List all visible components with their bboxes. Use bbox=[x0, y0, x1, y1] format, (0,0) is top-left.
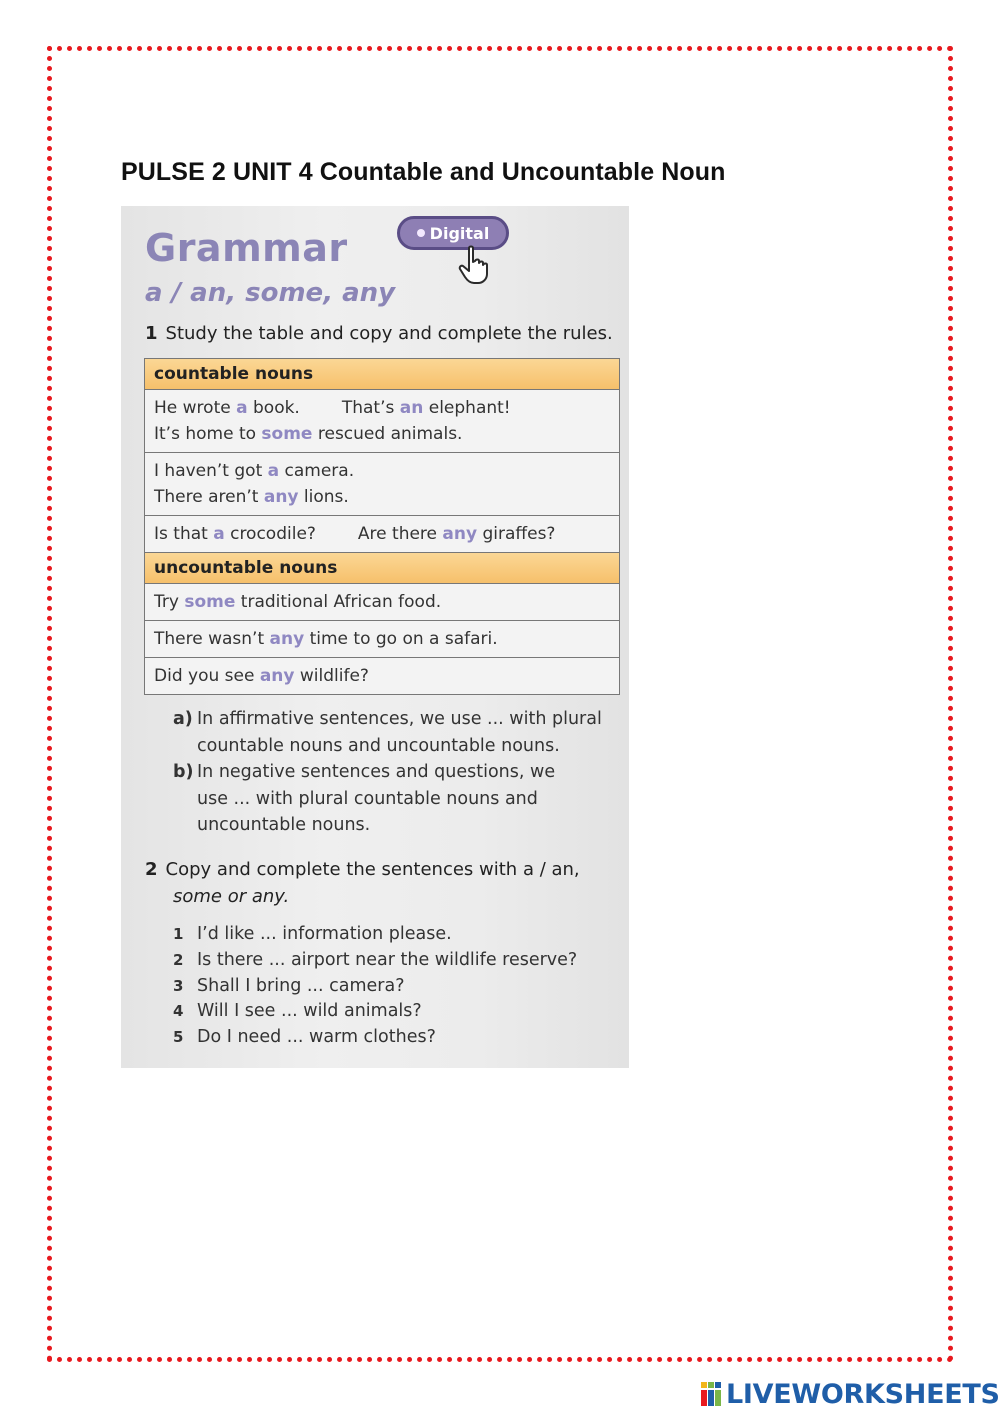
sentence-text: There aren’t bbox=[154, 487, 264, 507]
rule-item bbox=[173, 759, 623, 839]
exercise-2-item-text: I’d like ... information please. bbox=[197, 924, 452, 944]
rule-text-line: countable nouns and uncountable nouns. bbox=[197, 735, 560, 756]
liveworksheets-logo-text: LIVEWORKSHEETS bbox=[726, 1378, 1000, 1410]
example-sentence-line bbox=[154, 395, 610, 421]
rules-list bbox=[173, 706, 623, 839]
highlighted-determiner: some bbox=[261, 424, 313, 444]
sentence-text: elephant! bbox=[423, 398, 511, 418]
sentence-text: That’s bbox=[341, 398, 400, 418]
rule-text-line: In affirmative sentences, we use ... with plural bbox=[197, 709, 602, 729]
rule-letter: a) bbox=[173, 709, 193, 729]
exercise-2-instruction bbox=[145, 856, 580, 910]
rule-text-line: uncountable nouns. bbox=[197, 815, 371, 835]
highlighted-determiner: a bbox=[213, 524, 225, 544]
highlighted-determiner: a bbox=[236, 398, 248, 418]
exercise-1-number: 1 bbox=[145, 323, 158, 344]
sentence-text: Are there bbox=[357, 524, 443, 544]
grammar-heading: Grammar bbox=[145, 226, 348, 270]
example-sentence-line bbox=[154, 626, 610, 652]
sentence-text: I haven’t got bbox=[154, 461, 268, 481]
exercise-2-items bbox=[173, 922, 577, 1051]
exercise-2-item-text: Shall I bring ... camera? bbox=[197, 975, 405, 996]
sentence-text: lions. bbox=[298, 487, 349, 507]
exercise-2-item-number: 4 bbox=[173, 1002, 184, 1021]
highlighted-determiner: any bbox=[442, 524, 478, 544]
highlighted-determiner: any bbox=[263, 487, 299, 507]
exercise-2-item-number: 3 bbox=[173, 976, 184, 995]
exercise-2-item bbox=[173, 974, 577, 1000]
exercise-2-item bbox=[173, 1025, 577, 1051]
countable-row bbox=[145, 453, 619, 516]
countable-row bbox=[145, 390, 619, 453]
highlighted-determiner: some bbox=[184, 592, 236, 612]
rule-letter: b) bbox=[173, 762, 194, 782]
sentence-text: Did you see bbox=[154, 666, 260, 686]
example-sentence-line bbox=[154, 421, 610, 447]
liveworksheets-logo-icon bbox=[700, 1381, 722, 1407]
exercise-2-number: 2 bbox=[145, 859, 158, 880]
example-sentence-line bbox=[154, 484, 610, 510]
badge-dot-icon bbox=[417, 229, 425, 237]
sentence-text: giraffes? bbox=[477, 524, 556, 544]
liveworksheets-logo[interactable] bbox=[700, 1376, 1000, 1412]
sentence-text: time to go on a safari. bbox=[304, 629, 498, 649]
sentence-text: It’s home to bbox=[154, 424, 262, 444]
exercise-2-item bbox=[173, 948, 577, 974]
sentence-text: traditional African food. bbox=[235, 592, 442, 612]
sentence-text: He wrote bbox=[154, 398, 237, 418]
rule-text-line: use ... with plural countable nouns and bbox=[197, 788, 538, 809]
uncountable-nouns-header: uncountable nouns bbox=[145, 552, 619, 584]
exercise-2-item bbox=[173, 922, 577, 948]
uncountable-rows bbox=[145, 584, 619, 694]
textbook-scan bbox=[121, 206, 629, 1068]
page-title: PULSE 2 UNIT 4 Countable and Uncountable Noun bbox=[121, 158, 726, 186]
highlighted-determiner: an bbox=[399, 398, 424, 418]
highlighted-determiner: a bbox=[267, 461, 280, 481]
sentence-text: wildlife? bbox=[294, 666, 369, 686]
sentence-text: There wasn’t bbox=[154, 629, 270, 649]
exercise-2-item-text: Will I see ... wild animals? bbox=[197, 1001, 422, 1022]
countable-rows bbox=[145, 390, 619, 552]
exercise-2-item-number: 5 bbox=[173, 1028, 184, 1047]
example-sentence-line bbox=[154, 589, 610, 615]
example-sentence-line bbox=[154, 458, 610, 484]
sentence-text: Is that bbox=[154, 524, 214, 544]
digital-badge-label: Digital bbox=[429, 223, 490, 243]
exercise-2-text-line2: some or any. bbox=[173, 886, 290, 907]
countable-nouns-header: countable nouns bbox=[145, 359, 619, 390]
countable-row bbox=[145, 516, 619, 552]
pointing-hand-icon bbox=[455, 244, 497, 286]
sentence-text: rescued animals. bbox=[312, 424, 463, 444]
highlighted-determiner: any bbox=[269, 629, 305, 649]
uncountable-row bbox=[145, 584, 619, 621]
sentence-text: crocodile? bbox=[224, 524, 316, 544]
grammar-subheading: a / an, some, any bbox=[145, 278, 396, 308]
sentence-text: Try bbox=[154, 592, 185, 612]
exercise-1-instruction bbox=[145, 320, 613, 347]
exercise-2-item-text: Is there ... airport near the wildlife reserve? bbox=[197, 949, 578, 970]
exercise-1-text: Study the table and copy and complete the rules. bbox=[165, 323, 613, 344]
sentence-text: book. bbox=[247, 398, 300, 418]
uncountable-row bbox=[145, 658, 619, 694]
example-sentence-line bbox=[154, 521, 610, 547]
exercise-2-item bbox=[173, 999, 577, 1025]
exercise-2-item-number: 2 bbox=[173, 950, 184, 969]
exercise-2-item-text: Do I need ... warm clothes? bbox=[197, 1027, 436, 1048]
grammar-table bbox=[144, 358, 620, 695]
rule-item bbox=[173, 706, 623, 759]
sentence-text: camera. bbox=[279, 461, 355, 481]
highlighted-determiner: any bbox=[259, 666, 295, 686]
uncountable-row bbox=[145, 621, 619, 658]
example-sentence-line bbox=[154, 663, 610, 689]
exercise-2-text-line1: Copy and complete the sentences with a / an, bbox=[165, 859, 580, 880]
exercise-2-item-number: 1 bbox=[173, 925, 184, 943]
rule-text-line: In negative sentences and questions, we bbox=[197, 762, 556, 782]
